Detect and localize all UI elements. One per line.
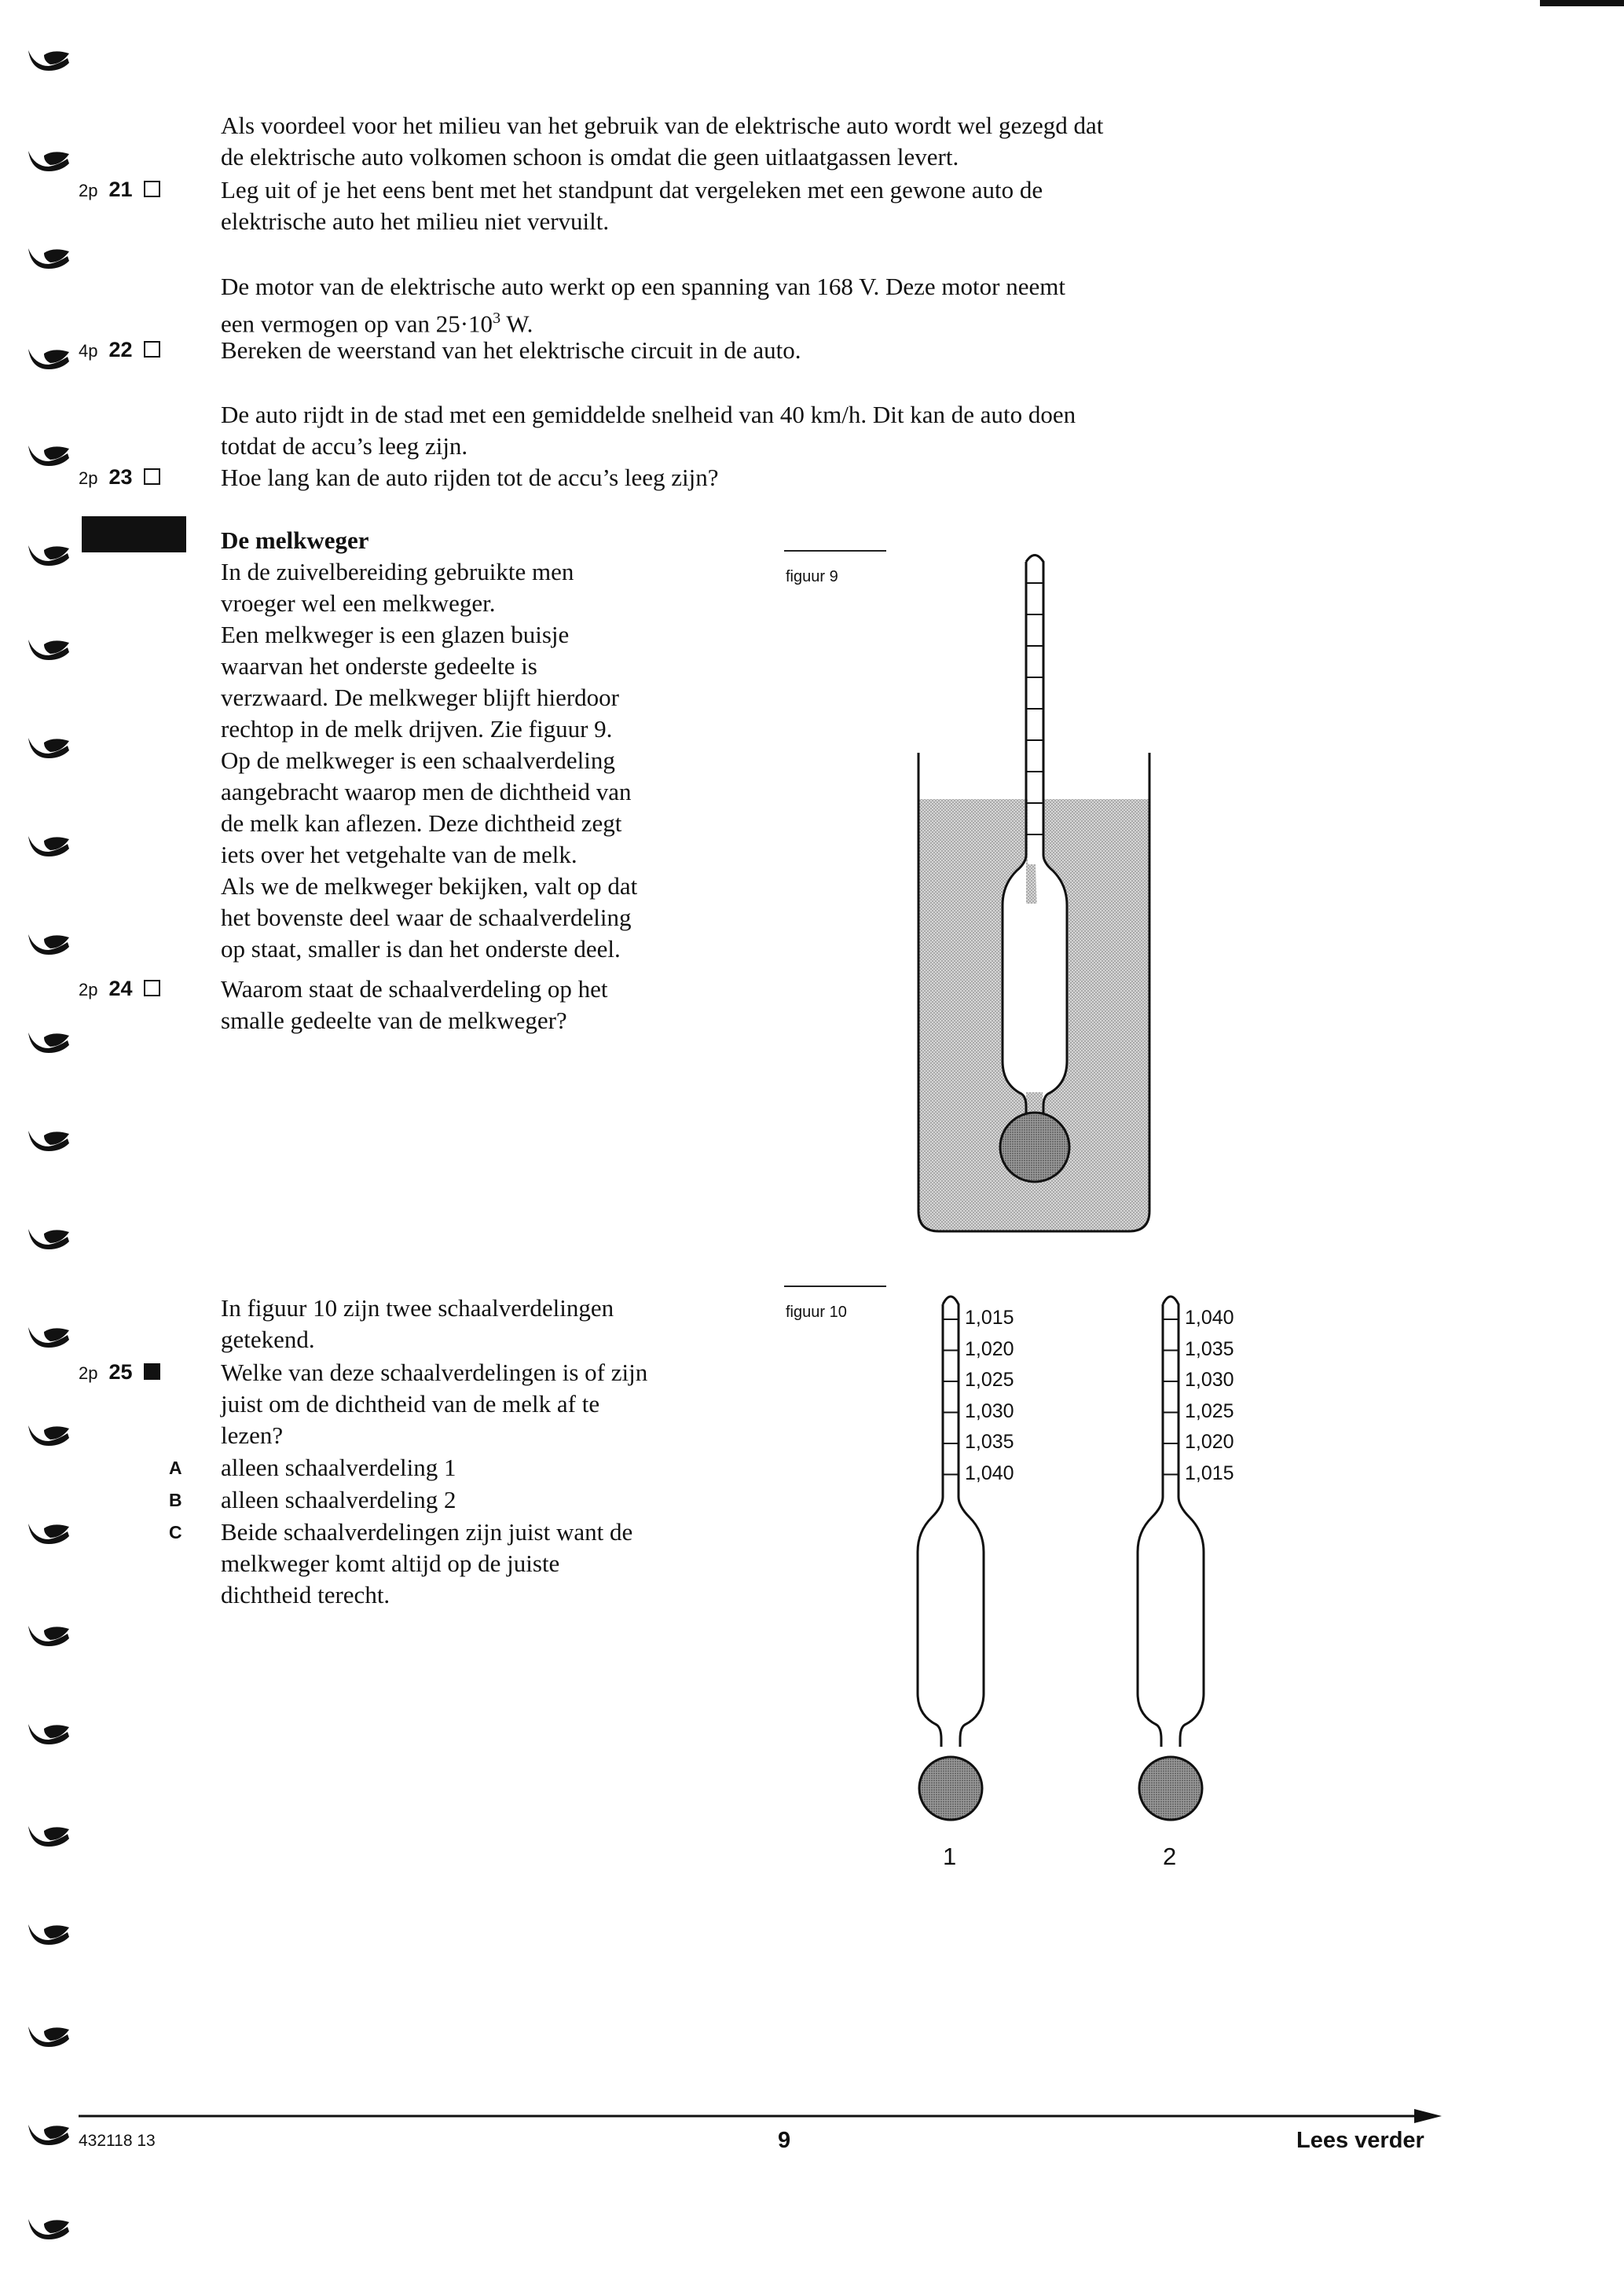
binding-hole-icon (27, 245, 74, 272)
question-23-number: 2p 23 (79, 465, 160, 490)
text-line: In de zuivelbereiding gebruikte men (221, 558, 574, 585)
text-line: verzwaard. De melkweger blijft hierdoor (221, 684, 619, 711)
binding-hole-icon (27, 1623, 74, 1649)
text-line: Bereken de weerstand van het elektrische circuit in de auto. (221, 336, 801, 364)
question-21-text (221, 174, 1321, 237)
question-22-context (221, 271, 1321, 339)
text-line: Hoe lang kan de auto rijden tot de accu’s leeg zijn? (221, 464, 719, 491)
text-line: vroeger wel een melkweger. (221, 589, 496, 617)
figure-10-hydrometer-2 (1116, 1285, 1289, 1898)
intro-paragraph (221, 110, 1321, 173)
text-line: Als voordeel voor het milieu van het gebruik van de elektrische auto wordt wel gezegd dat (221, 112, 1104, 139)
binding-hole-icon (27, 2122, 74, 2148)
arrow-right-icon (1414, 2109, 1442, 2123)
question-22-text (221, 335, 1321, 366)
text-line: De motor van de elektrische auto werkt op een spanning van 168 V. Deze motor neemt (221, 273, 1065, 300)
option-text: alleen schaalverdeling 1 (221, 1454, 456, 1481)
option-a-letter: A (169, 1458, 182, 1478)
text-line: aangebracht waarop men de dichtheid van (221, 778, 632, 805)
scale-2-tick-label: 1,035 (1185, 1337, 1234, 1360)
question-23-context (221, 399, 1321, 462)
binding-hole-icon (27, 2216, 74, 2243)
text-line: Een melkweger is een glazen buisje (221, 621, 570, 648)
scale-1-tick-label: 1,040 (965, 1462, 1014, 1484)
question-24-number: 2p 24 (79, 977, 160, 1001)
answer-checkbox[interactable] (144, 468, 160, 485)
text-line: waarvan het onderste gedeelte is (221, 652, 537, 680)
question-22-number: 4p 22 (79, 338, 160, 362)
binding-hole-icon (27, 2023, 74, 2050)
text-line: elektrische auto het milieu niet vervuilt. (221, 207, 610, 235)
text-line: Als we de melkweger bekijken, valt op dat (221, 872, 638, 900)
scale-1-tick-label: 1,015 (965, 1307, 1014, 1329)
text-line: smalle gedeelte van de melkweger? (221, 1007, 567, 1034)
binding-hole-icon (27, 47, 74, 74)
text-line: Leg uit of je het eens bent met het standpunt dat vergeleken met een gewone auto de (221, 176, 1043, 204)
option-c[interactable] (221, 1517, 755, 1611)
option-b[interactable] (221, 1484, 755, 1516)
text-line: getekend. (221, 1326, 315, 1353)
option-a[interactable] (221, 1452, 755, 1484)
scale-1-tick-label: 1,030 (965, 1399, 1014, 1422)
scale-1-tick-label: 1,025 (965, 1369, 1014, 1391)
question-21-number: 2p 21 (79, 178, 160, 202)
section-melkweger (221, 525, 755, 965)
answer-checkbox[interactable] (144, 341, 160, 358)
text-line: totdat de accu’s leeg zijn. (221, 432, 468, 460)
binding-hole-icon (27, 735, 74, 761)
scale-2-labels (1185, 1307, 1234, 1493)
footer-arrow-rule (79, 2104, 1442, 2128)
scale-2-caption: 2 (1163, 1843, 1177, 1870)
binding-hole-icon (27, 1029, 74, 1056)
figure-10-rule (784, 1286, 886, 1287)
hydrometer-2-bulb (1139, 1757, 1202, 1820)
continue-label: Lees verder (1296, 2128, 1424, 2153)
section-title: De melkweger (221, 526, 369, 554)
option-text: alleen schaalverdeling 2 (221, 1486, 456, 1513)
text-line: op staat, smaller is dan het onderste deel. (221, 935, 621, 963)
scale-1-caption: 1 (943, 1843, 957, 1870)
binding-hole-icon (27, 148, 74, 174)
text-line: juist om de dichtheid van de melk af te (221, 1390, 600, 1418)
scale-1-tick-label: 1,035 (965, 1431, 1014, 1453)
text-line: lezen? (221, 1421, 284, 1449)
hydrometer-weighted-bulb (1000, 1113, 1069, 1182)
section-marker (82, 516, 186, 552)
binding-hole-icon (27, 931, 74, 958)
binding-hole-icon (27, 1226, 74, 1253)
figure-9-rule (784, 550, 886, 552)
binding-hole-icon (27, 636, 74, 663)
text-line: rechtop in de melk drijven. Zie figuur 9. (221, 715, 613, 743)
option-text: Beide schaalverdelingen zijn juist want de (221, 1518, 633, 1546)
binding-hole-icon (27, 1422, 74, 1449)
scale-2-tick-label: 1,040 (1185, 1307, 1234, 1329)
option-c-letter: C (169, 1522, 182, 1542)
text-line: De auto rijdt in de stad met een gemiddelde snelheid van 40 km/h. Dit kan de auto doen (221, 401, 1076, 428)
answer-checkbox[interactable] (144, 980, 160, 996)
text-line: Welke van deze schaalverdelingen is of zijn (221, 1359, 648, 1386)
text-line: het bovenste deel waar de schaalverdeling (221, 904, 632, 931)
question-25-text (221, 1357, 755, 1451)
binding-hole-icon (27, 442, 74, 469)
text-line: In figuur 10 zijn twee schaalverdelingen (221, 1294, 614, 1322)
figure-10-hydrometer-1 (896, 1285, 1069, 1898)
text-line: de elektrische auto volkomen schoon is omdat die geen uitlaatgassen levert. (221, 143, 959, 171)
scale-2-tick-label: 1,020 (1185, 1431, 1234, 1453)
corner-mark (1540, 0, 1624, 6)
binding-hole-icon (27, 1520, 74, 1547)
binding-hole-icon (27, 1823, 74, 1850)
binding-hole-icon (27, 1324, 74, 1351)
binding-hole-icon (27, 1921, 74, 1948)
page-number: 9 (778, 2128, 791, 2153)
scale-2-tick-label: 1,030 (1185, 1369, 1234, 1391)
answer-checkbox[interactable] (144, 181, 160, 197)
question-25-context (221, 1293, 755, 1355)
scale-1-labels (965, 1307, 1014, 1493)
answer-checkbox[interactable] (144, 1363, 160, 1380)
binding-hole-icon (27, 1721, 74, 1748)
question-23-text (221, 462, 1321, 493)
figure-9-hydrometer-in-milk (904, 542, 1171, 1242)
question-25-number: 2p 25 (79, 1360, 160, 1385)
figure-9-label: figuur 9 (786, 568, 838, 585)
binding-hole-icon (27, 346, 74, 372)
binding-hole-icon (27, 1128, 74, 1154)
hydrometer-1-bulb (919, 1757, 982, 1820)
footer-code: 432118 13 (79, 2132, 156, 2150)
binding-hole-icon (27, 542, 74, 569)
scale-2-tick-label: 1,025 (1185, 1399, 1234, 1422)
question-24-text (221, 974, 755, 1036)
text-line: Op de melkweger is een schaalverdeling (221, 746, 615, 774)
scale-2-tick-label: 1,015 (1185, 1462, 1234, 1484)
binding-hole-icon (27, 833, 74, 860)
text-line: de melk kan aflezen. Deze dichtheid zegt (221, 809, 622, 837)
text-line: iets over het vetgehalte van de melk. (221, 841, 577, 868)
text-line: een vermogen op van $25\cdot 10^3$ W. (221, 310, 533, 338)
option-b-letter: B (169, 1490, 182, 1510)
option-text: dichtheid terecht. (221, 1581, 390, 1608)
scale-1-tick-label: 1,020 (965, 1337, 1014, 1360)
text-line: Waarom staat de schaalverdeling op het (221, 975, 608, 1003)
figure-10-label: figuur 10 (786, 1304, 847, 1321)
option-text: melkweger komt altijd op de juiste (221, 1550, 560, 1577)
